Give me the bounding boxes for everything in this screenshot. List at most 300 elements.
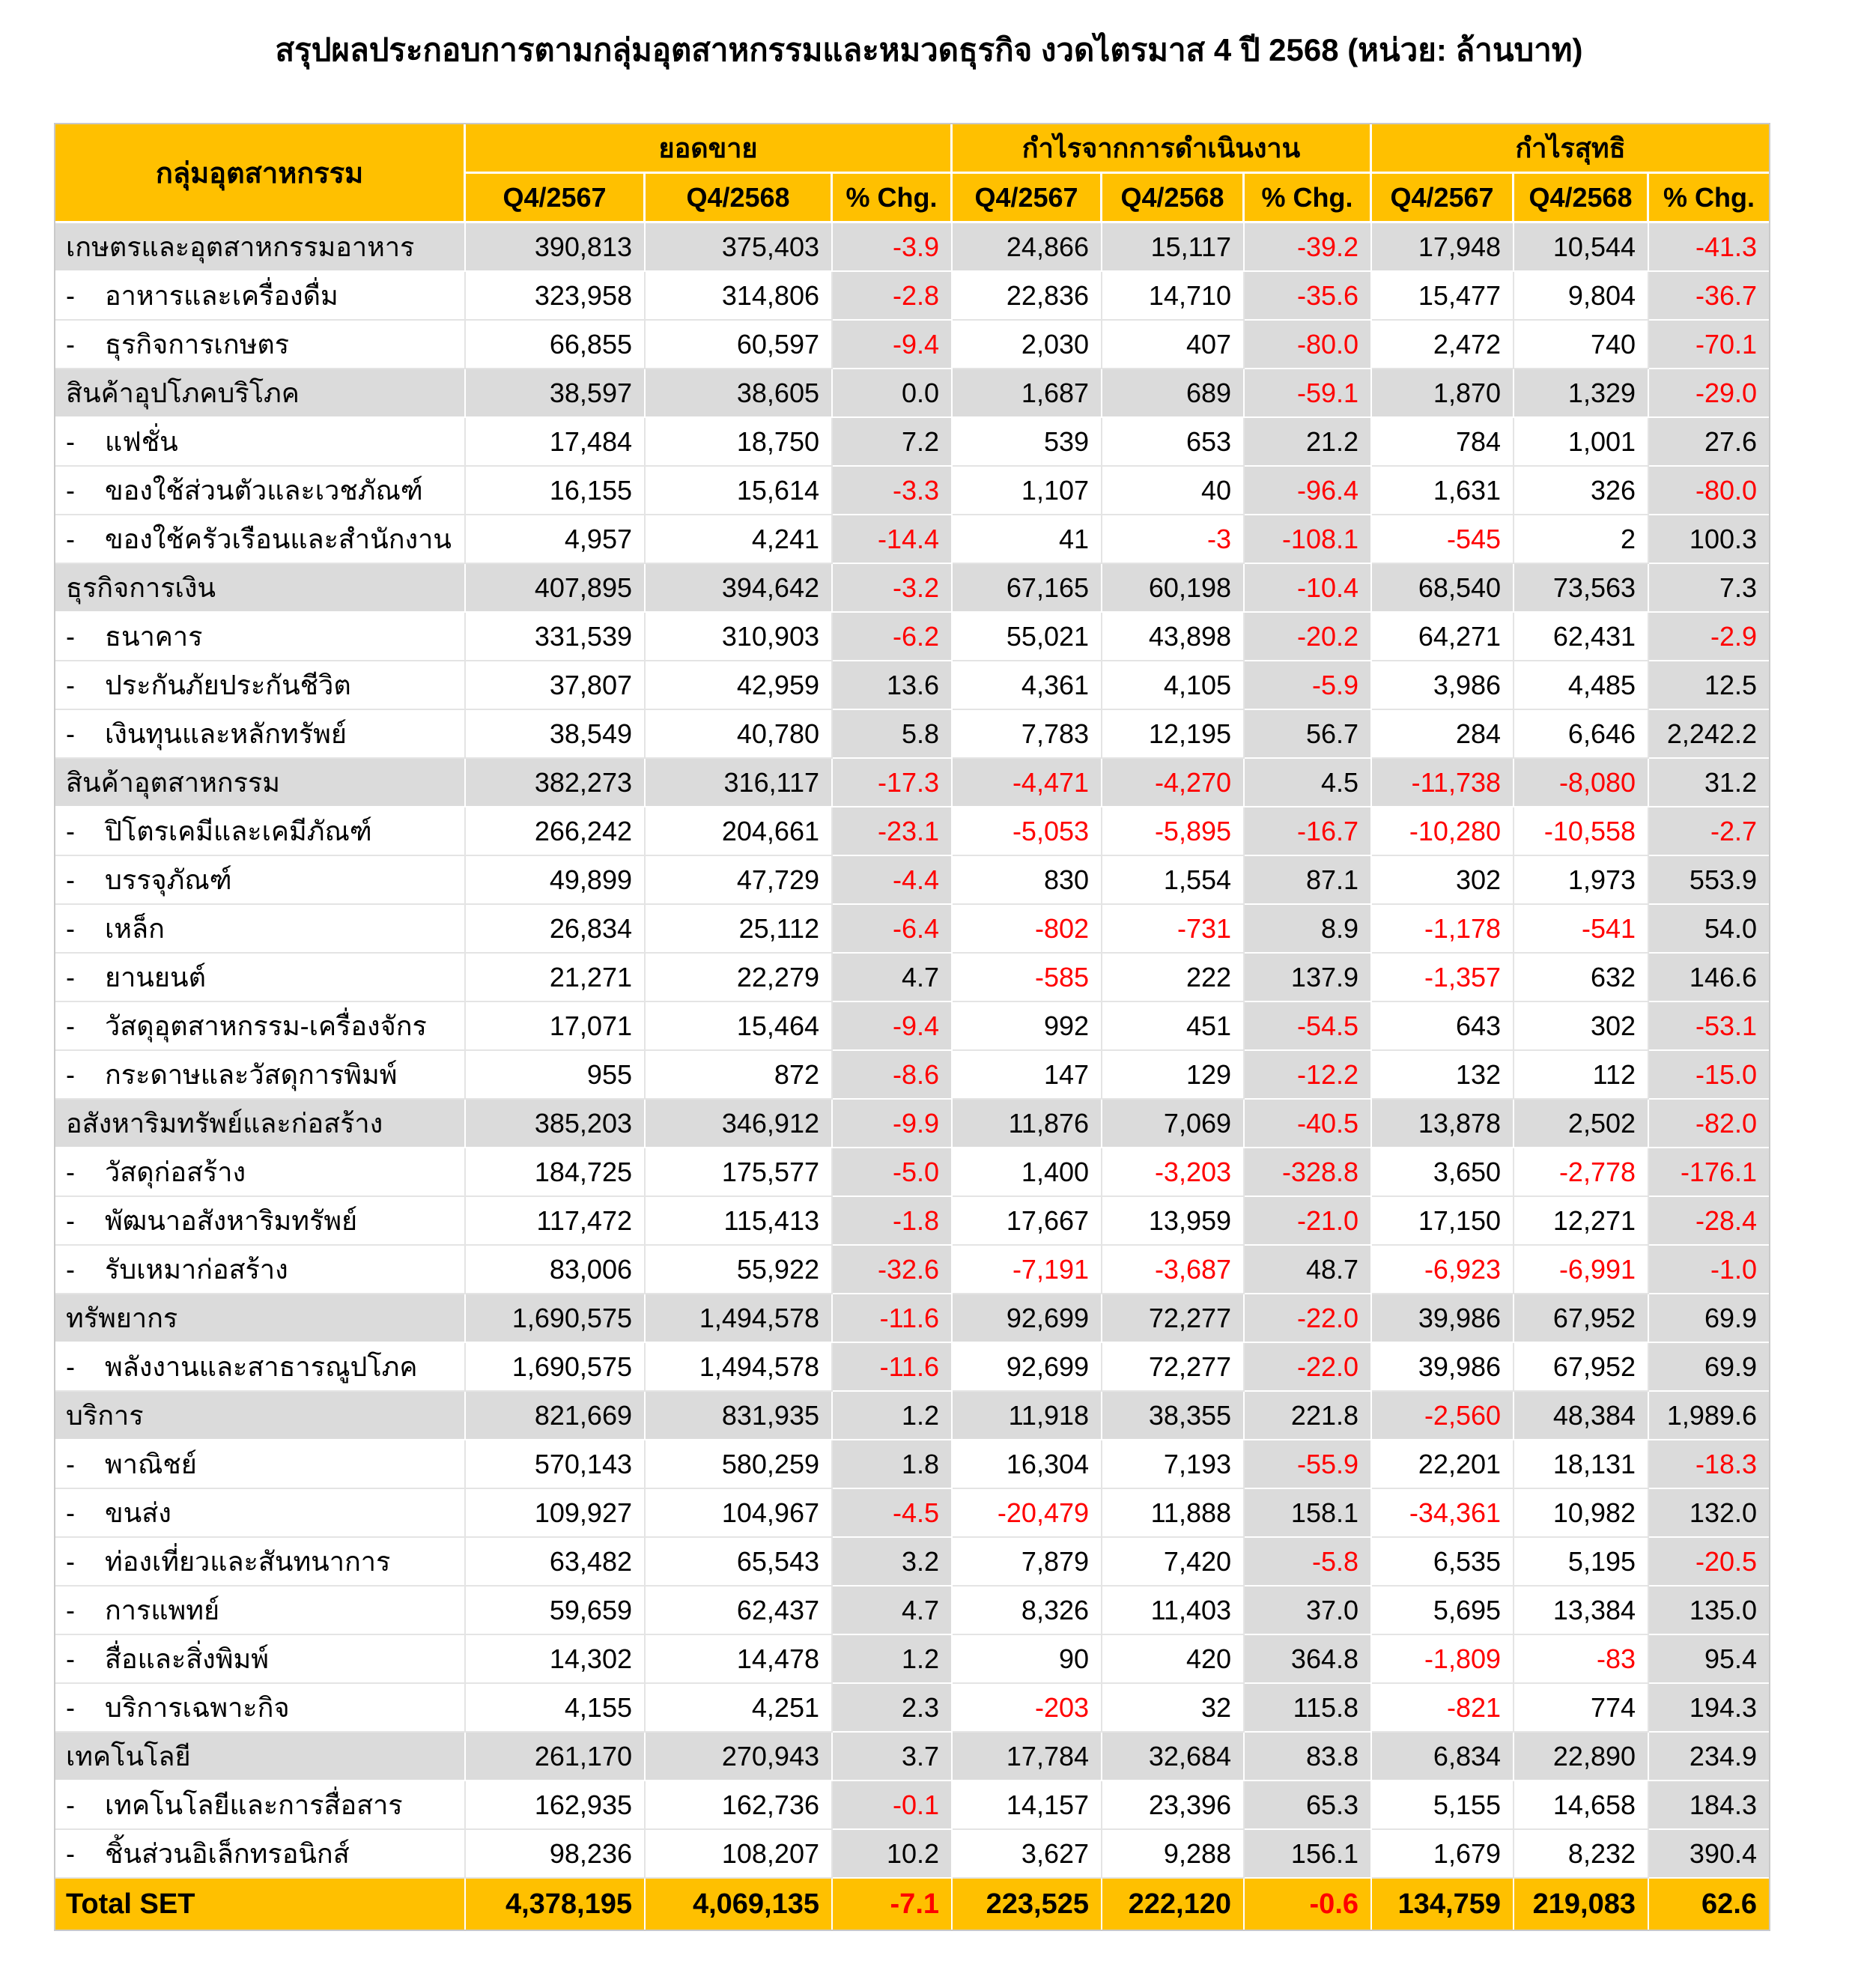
value-cell: 1,400 [953, 1148, 1102, 1197]
value-cell: 872 [646, 1051, 833, 1100]
value-cell: 10.2 [833, 1830, 953, 1879]
value-cell: 8,326 [953, 1587, 1102, 1635]
industry-name-cell: - ของใช้ครัวเรือนและสำนักงาน [55, 515, 466, 564]
value-cell: 40,780 [646, 710, 833, 759]
value-cell: 17,071 [466, 1002, 646, 1051]
value-cell: 302 [1372, 856, 1514, 905]
value-cell: 2.3 [833, 1684, 953, 1733]
value-cell: 2,472 [1372, 321, 1514, 369]
value-cell: 1,631 [1372, 467, 1514, 515]
value-cell: 2,030 [953, 321, 1102, 369]
value-cell: 10,544 [1514, 223, 1649, 272]
value-cell: 47,729 [646, 856, 833, 905]
value-cell: 382,273 [466, 759, 646, 807]
industry-name-cell: - ยานยนต์ [55, 954, 466, 1002]
table-row [55, 905, 1769, 954]
value-cell: 38,549 [466, 710, 646, 759]
industry-name-cell: - แฟชั่น [55, 418, 466, 467]
value-cell: 13,384 [1514, 1587, 1649, 1635]
industry-name-cell: - ประกันภัยประกันชีวิต [55, 661, 466, 710]
value-cell: 14,157 [953, 1781, 1102, 1830]
industry-name-cell: - พาณิชย์ [55, 1440, 466, 1489]
value-cell: 955 [466, 1051, 646, 1100]
value-cell: 60,597 [646, 321, 833, 369]
value-cell: 284 [1372, 710, 1514, 759]
table-row [55, 1100, 1769, 1148]
sub-row-dash: - [66, 1010, 75, 1041]
table-row [55, 515, 1769, 564]
value-cell: 40 [1102, 467, 1245, 515]
value-cell: 100.3 [1649, 515, 1769, 564]
value-cell: 137.9 [1245, 954, 1372, 1002]
column-header-q4-2568: Q4/2568 [1514, 174, 1649, 223]
value-cell: -59.1 [1245, 369, 1372, 418]
value-cell: 31.2 [1649, 759, 1769, 807]
industry-name-cell: - วัสดุอุตสาหกรรม-เครื่องจักร [55, 1002, 466, 1051]
value-cell: 54.0 [1649, 905, 1769, 954]
value-cell: 3,650 [1372, 1148, 1514, 1197]
value-cell: 302 [1514, 1002, 1649, 1051]
sub-row-dash: - [66, 864, 75, 895]
value-cell: 261,170 [466, 1733, 646, 1781]
value-cell: 98,236 [466, 1830, 646, 1879]
value-cell: 12,195 [1102, 710, 1245, 759]
value-cell: -4,471 [953, 759, 1102, 807]
value-cell: 6,535 [1372, 1538, 1514, 1587]
value-cell: 194.3 [1649, 1684, 1769, 1733]
value-cell: 22,279 [646, 954, 833, 1002]
value-cell: 16,155 [466, 467, 646, 515]
industry-name-cell: ทรัพยากร [55, 1294, 466, 1343]
column-header-q4-2568: Q4/2568 [646, 174, 833, 223]
value-cell: -22.0 [1245, 1294, 1372, 1343]
value-cell: 132.0 [1649, 1489, 1769, 1538]
sub-row-dash: - [66, 1595, 75, 1625]
industry-name-cell: - ปิโตรเคมีและเคมีภัณฑ์ [55, 807, 466, 856]
value-cell: 223,525 [953, 1879, 1102, 1930]
value-cell: 11,876 [953, 1100, 1102, 1148]
value-cell: 87.1 [1245, 856, 1372, 905]
column-header-q4-2567: Q4/2567 [1372, 174, 1514, 223]
industry-name-cell: - ของใช้ส่วนตัวและเวชภัณฑ์ [55, 467, 466, 515]
value-cell: -585 [953, 954, 1102, 1002]
value-cell: -7,191 [953, 1246, 1102, 1294]
value-cell: 67,952 [1514, 1294, 1649, 1343]
value-cell: 316,117 [646, 759, 833, 807]
industry-name-cell: - บริการเฉพาะกิจ [55, 1684, 466, 1733]
value-cell: 23,396 [1102, 1781, 1245, 1830]
value-cell: 18,750 [646, 418, 833, 467]
value-cell: 5,695 [1372, 1587, 1514, 1635]
table-header [55, 124, 1769, 223]
value-cell: 6,646 [1514, 710, 1649, 759]
value-cell: 4.7 [833, 954, 953, 1002]
value-cell: 48,384 [1514, 1392, 1649, 1440]
value-cell: 37.0 [1245, 1587, 1372, 1635]
value-cell: 13.6 [833, 661, 953, 710]
value-cell: 9,288 [1102, 1830, 1245, 1879]
table-row [55, 1684, 1769, 1733]
value-cell: 17,948 [1372, 223, 1514, 272]
value-cell: -20.2 [1245, 613, 1372, 661]
value-cell: 420 [1102, 1635, 1245, 1684]
value-cell: 4,957 [466, 515, 646, 564]
value-cell: 234.9 [1649, 1733, 1769, 1781]
value-cell: -29.0 [1649, 369, 1769, 418]
value-cell: 55,021 [953, 613, 1102, 661]
value-cell: 5.8 [833, 710, 953, 759]
value-cell: 3,986 [1372, 661, 1514, 710]
table-row [55, 1148, 1769, 1197]
value-cell: 407 [1102, 321, 1245, 369]
industry-name-cell: สินค้าอุปโภคบริโภค [55, 369, 466, 418]
value-cell: 11,918 [953, 1392, 1102, 1440]
value-cell: 22,836 [953, 272, 1102, 321]
value-cell: 10,982 [1514, 1489, 1649, 1538]
industry-name-cell: - เงินทุนและหลักทรัพย์ [55, 710, 466, 759]
value-cell: 65,543 [646, 1538, 833, 1587]
value-cell: -2.7 [1649, 807, 1769, 856]
value-cell: 62,431 [1514, 613, 1649, 661]
value-cell: 39,986 [1372, 1294, 1514, 1343]
value-cell: 1,001 [1514, 418, 1649, 467]
value-cell: 1,494,578 [646, 1343, 833, 1392]
value-cell: 115,413 [646, 1197, 833, 1246]
value-cell: -9.4 [833, 1002, 953, 1051]
value-cell: 12,271 [1514, 1197, 1649, 1246]
value-cell: -8,080 [1514, 759, 1649, 807]
industry-name-cell: - บรรจุภัณฑ์ [55, 856, 466, 905]
value-cell: -80.0 [1649, 467, 1769, 515]
value-cell: -14.4 [833, 515, 953, 564]
value-cell: 109,927 [466, 1489, 646, 1538]
value-cell: 221.8 [1245, 1392, 1372, 1440]
value-cell: -18.3 [1649, 1440, 1769, 1489]
value-cell: -5.0 [833, 1148, 953, 1197]
value-cell: 1,329 [1514, 369, 1649, 418]
column-header-q4-2567: Q4/2567 [466, 174, 646, 223]
value-cell: 37,807 [466, 661, 646, 710]
column-header-industry-group: กลุ่มอุตสาหกรรม [55, 124, 466, 223]
value-cell: 385,203 [466, 1100, 646, 1148]
value-cell: 8,232 [1514, 1830, 1649, 1879]
value-cell: 66,855 [466, 321, 646, 369]
value-cell: -10.4 [1245, 564, 1372, 613]
value-cell: 1,554 [1102, 856, 1245, 905]
table-row [55, 223, 1769, 272]
value-cell: 375,403 [646, 223, 833, 272]
industry-name-cell: - เทคโนโลยีและการสื่อสาร [55, 1781, 466, 1830]
value-cell: -545 [1372, 515, 1514, 564]
value-cell: 69.9 [1649, 1343, 1769, 1392]
table-row [55, 1635, 1769, 1684]
value-cell: 7,420 [1102, 1538, 1245, 1587]
value-cell: -16.7 [1245, 807, 1372, 856]
value-cell: -40.5 [1245, 1100, 1372, 1148]
table-row [55, 661, 1769, 710]
value-cell: 314,806 [646, 272, 833, 321]
total-row [55, 1879, 1769, 1930]
value-cell: 83,006 [466, 1246, 646, 1294]
value-cell: 1,679 [1372, 1830, 1514, 1879]
value-cell: -3.3 [833, 467, 953, 515]
value-cell: 2,502 [1514, 1100, 1649, 1148]
value-cell: 95.4 [1649, 1635, 1769, 1684]
column-header-pct-chg: % Chg. [1245, 174, 1372, 223]
value-cell: 112 [1514, 1051, 1649, 1100]
value-cell: 67,165 [953, 564, 1102, 613]
value-cell: 14,302 [466, 1635, 646, 1684]
table-row [55, 1830, 1769, 1879]
value-cell: -6.4 [833, 905, 953, 954]
industry-name-cell: เกษตรและอุตสาหกรรมอาหาร [55, 223, 466, 272]
value-cell: 1,989.6 [1649, 1392, 1769, 1440]
value-cell: 129 [1102, 1051, 1245, 1100]
value-cell: 1.2 [833, 1392, 953, 1440]
section-header-sales: ยอดขาย [466, 124, 953, 174]
value-cell: 323,958 [466, 272, 646, 321]
sub-row-dash: - [66, 1838, 75, 1869]
table-row [55, 1781, 1769, 1830]
table-row [55, 1002, 1769, 1051]
value-cell: -10,280 [1372, 807, 1514, 856]
value-cell: -70.1 [1649, 321, 1769, 369]
value-cell: 14,658 [1514, 1781, 1649, 1830]
value-cell: 17,667 [953, 1197, 1102, 1246]
value-cell: -5.8 [1245, 1538, 1372, 1587]
sub-row-dash: - [66, 1497, 75, 1528]
value-cell: -22.0 [1245, 1343, 1372, 1392]
value-cell: 740 [1514, 321, 1649, 369]
value-cell: 158.1 [1245, 1489, 1372, 1538]
value-cell: 7.3 [1649, 564, 1769, 613]
value-cell: -20,479 [953, 1489, 1102, 1538]
table-row [55, 1294, 1769, 1343]
value-cell: -55.9 [1245, 1440, 1372, 1489]
value-cell: 162,736 [646, 1781, 833, 1830]
value-cell: -3 [1102, 515, 1245, 564]
value-cell: -20.5 [1649, 1538, 1769, 1587]
value-cell: 222 [1102, 954, 1245, 1002]
value-cell: 104,967 [646, 1489, 833, 1538]
value-cell: 784 [1372, 418, 1514, 467]
value-cell: 6,834 [1372, 1733, 1514, 1781]
sub-row-dash: - [66, 1449, 75, 1479]
value-cell: 92,699 [953, 1343, 1102, 1392]
value-cell: 25,112 [646, 905, 833, 954]
sub-row-dash: - [66, 1059, 75, 1090]
value-cell: -1,809 [1372, 1635, 1514, 1684]
value-cell: 4.5 [1245, 759, 1372, 807]
value-cell: 1,494,578 [646, 1294, 833, 1343]
value-cell: 17,784 [953, 1733, 1102, 1781]
value-cell: -203 [953, 1684, 1102, 1733]
value-cell: 27.6 [1649, 418, 1769, 467]
value-cell: -4.4 [833, 856, 953, 905]
value-cell: 390,813 [466, 223, 646, 272]
value-cell: -80.0 [1245, 321, 1372, 369]
value-cell: 4,485 [1514, 661, 1649, 710]
value-cell: 643 [1372, 1002, 1514, 1051]
value-cell: 992 [953, 1002, 1102, 1051]
table-row [55, 1343, 1769, 1392]
column-header-q4-2567: Q4/2567 [953, 174, 1102, 223]
value-cell: 39,986 [1372, 1343, 1514, 1392]
value-cell: 117,472 [466, 1197, 646, 1246]
value-cell: -32.6 [833, 1246, 953, 1294]
value-cell: 56.7 [1245, 710, 1372, 759]
value-cell: 15,117 [1102, 223, 1245, 272]
value-cell: 15,464 [646, 1002, 833, 1051]
table-row [55, 1246, 1769, 1294]
value-cell: 326 [1514, 467, 1649, 515]
results-table [55, 124, 1769, 1930]
value-cell: 108,207 [646, 1830, 833, 1879]
table-row [55, 467, 1769, 515]
sub-row-dash: - [66, 718, 75, 749]
value-cell: -82.0 [1649, 1100, 1769, 1148]
sub-row-dash: - [66, 1692, 75, 1723]
industry-name-cell: - ธนาคาร [55, 613, 466, 661]
value-cell: 62.6 [1649, 1879, 1769, 1930]
value-cell: 26,834 [466, 905, 646, 954]
value-cell: 3,627 [953, 1830, 1102, 1879]
value-cell: 162,935 [466, 1781, 646, 1830]
value-cell: 65.3 [1245, 1781, 1372, 1830]
value-cell: 15,614 [646, 467, 833, 515]
value-cell: -5,053 [953, 807, 1102, 856]
table-row [55, 807, 1769, 856]
value-cell: 175,577 [646, 1148, 833, 1197]
column-header-pct-chg: % Chg. [833, 174, 953, 223]
value-cell: 394,642 [646, 564, 833, 613]
value-cell: 830 [953, 856, 1102, 905]
sub-row-dash: - [66, 524, 75, 554]
industry-name-cell: - พลังงานและสาธารณูปโภค [55, 1343, 466, 1392]
value-cell: 1,870 [1372, 369, 1514, 418]
value-cell: 72,277 [1102, 1294, 1245, 1343]
industry-name-cell: ธุรกิจการเงิน [55, 564, 466, 613]
value-cell: 147 [953, 1051, 1102, 1100]
value-cell: 7,069 [1102, 1100, 1245, 1148]
value-cell: 4,378,195 [466, 1879, 646, 1930]
value-cell: 48.7 [1245, 1246, 1372, 1294]
value-cell: -541 [1514, 905, 1649, 954]
value-cell: -5,895 [1102, 807, 1245, 856]
value-cell: 1,690,575 [466, 1294, 646, 1343]
value-cell: -23.1 [833, 807, 953, 856]
value-cell: 8.9 [1245, 905, 1372, 954]
value-cell: 24,866 [953, 223, 1102, 272]
value-cell: -802 [953, 905, 1102, 954]
value-cell: -11.6 [833, 1343, 953, 1392]
industry-name-cell: สินค้าอุตสาหกรรม [55, 759, 466, 807]
value-cell: 17,150 [1372, 1197, 1514, 1246]
value-cell: 38,605 [646, 369, 833, 418]
industry-name-cell: - ท่องเที่ยวและสันทนาการ [55, 1538, 466, 1587]
value-cell: 1,973 [1514, 856, 1649, 905]
value-cell: 67,952 [1514, 1343, 1649, 1392]
industry-name-cell: - เหล็ก [55, 905, 466, 954]
sub-row-dash: - [66, 329, 75, 360]
value-cell: 1,687 [953, 369, 1102, 418]
value-cell: 4,105 [1102, 661, 1245, 710]
industry-name-cell: - ขนส่ง [55, 1489, 466, 1538]
table-row [55, 564, 1769, 613]
value-cell: -4.5 [833, 1489, 953, 1538]
sub-row-dash: - [66, 621, 75, 652]
sub-row-dash: - [66, 1643, 75, 1674]
value-cell: -1.8 [833, 1197, 953, 1246]
table-row [55, 321, 1769, 369]
value-cell: -83 [1514, 1635, 1649, 1684]
table-row [55, 856, 1769, 905]
value-cell: 38,597 [466, 369, 646, 418]
value-cell: 13,878 [1372, 1100, 1514, 1148]
value-cell: 346,912 [646, 1100, 833, 1148]
value-cell: 5,155 [1372, 1781, 1514, 1830]
value-cell: 4.7 [833, 1587, 953, 1635]
value-cell: 821,669 [466, 1392, 646, 1440]
value-cell: 539 [953, 418, 1102, 467]
value-cell: 7,879 [953, 1538, 1102, 1587]
value-cell: 3.2 [833, 1538, 953, 1587]
section-header-operating-profit: กำไรจากการดำเนินงาน [953, 124, 1372, 174]
value-cell: -3,687 [1102, 1246, 1245, 1294]
page-title: สรุปผลประกอบการตามกลุ่มอุตสาหกรรมและหมวดธุรกิจ งวดไตรมาส 4 ปี 2568 (หน่วย: ล้านบาท) [275, 32, 1583, 67]
value-cell: -6,923 [1372, 1246, 1514, 1294]
value-cell: 9,804 [1514, 272, 1649, 321]
sub-row-dash: - [66, 816, 75, 846]
value-cell: -3,203 [1102, 1148, 1245, 1197]
sub-row-dash: - [66, 1546, 75, 1577]
value-cell: 73,563 [1514, 564, 1649, 613]
value-cell: 4,069,135 [646, 1879, 833, 1930]
value-cell: 22,890 [1514, 1733, 1649, 1781]
value-cell: -0.1 [833, 1781, 953, 1830]
value-cell: 43,898 [1102, 613, 1245, 661]
industry-name-cell: - พัฒนาอสังหาริมทรัพย์ [55, 1197, 466, 1246]
industry-name-cell: Total SET [55, 1879, 466, 1930]
industry-name-cell: เทคโนโลยี [55, 1733, 466, 1781]
value-cell: 4,251 [646, 1684, 833, 1733]
table-row [55, 1197, 1769, 1246]
industry-name-cell: - รับเหมาก่อสร้าง [55, 1246, 466, 1294]
value-cell: -11,738 [1372, 759, 1514, 807]
sub-row-dash: - [66, 1205, 75, 1236]
value-cell: -54.5 [1245, 1002, 1372, 1051]
value-cell: 115.8 [1245, 1684, 1372, 1733]
sub-row-dash: - [66, 280, 75, 311]
value-cell: 60,198 [1102, 564, 1245, 613]
value-cell: 14,478 [646, 1635, 833, 1684]
value-cell: 1.8 [833, 1440, 953, 1489]
table-row [55, 272, 1769, 321]
value-cell: 11,403 [1102, 1587, 1245, 1635]
table-row [55, 1587, 1769, 1635]
table-body [55, 223, 1769, 1930]
value-cell: 553.9 [1649, 856, 1769, 905]
value-cell: 68,540 [1372, 564, 1514, 613]
value-cell: -6.2 [833, 613, 953, 661]
sub-row-dash: - [66, 913, 75, 944]
industry-name-cell: - การแพทย์ [55, 1587, 466, 1635]
value-cell: 63,482 [466, 1538, 646, 1587]
table-row [55, 418, 1769, 467]
value-cell: -9.4 [833, 321, 953, 369]
sub-row-dash: - [66, 670, 75, 700]
value-cell: 62,437 [646, 1587, 833, 1635]
